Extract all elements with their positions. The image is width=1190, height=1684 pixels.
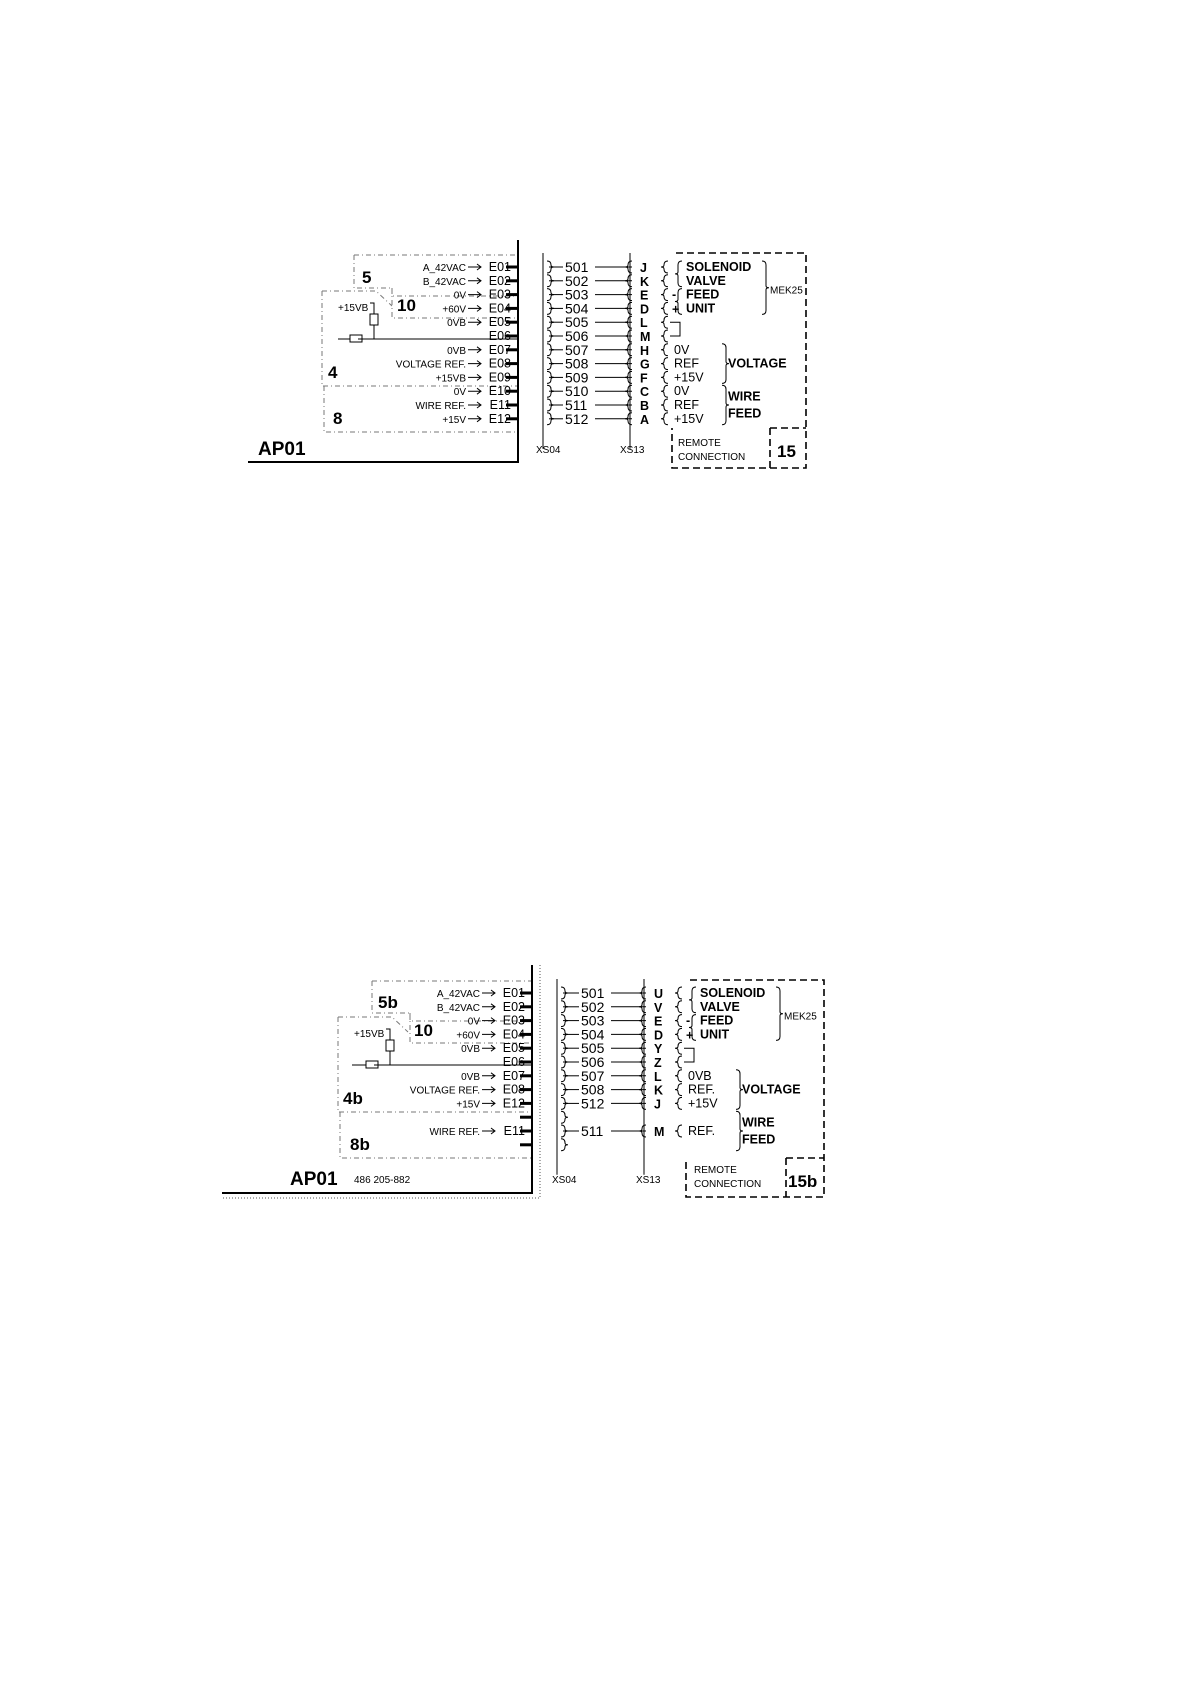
signal-label: 0V	[453, 387, 466, 399]
solenoid-label: SOLENOID	[686, 260, 752, 274]
signal-arrow	[468, 416, 481, 422]
group-label-15: 15	[777, 442, 796, 461]
xs13-pin-label: Z	[654, 1056, 662, 1070]
wire-number: 510	[565, 383, 589, 400]
voltage-label: VOLTAGE	[728, 356, 787, 371]
signal-label: +15V	[442, 414, 466, 426]
xs13-pin-label: C	[640, 385, 650, 400]
pullup-label: +15VB	[338, 303, 369, 314]
pin-label: E04	[502, 1027, 525, 1042]
signal-arrow	[482, 1045, 495, 1051]
signal-arrow	[482, 1100, 495, 1106]
wire-feed-label: FEED	[728, 406, 762, 421]
voltage-15v-label: +15V	[688, 1096, 718, 1111]
wire-number: 507	[581, 1067, 605, 1084]
remote-contact	[661, 371, 668, 383]
xs13-pin-label: V	[654, 1000, 663, 1015]
xs13-pin-label: E	[640, 288, 649, 303]
group-label-8b: 8b	[350, 1135, 370, 1154]
signal-arrow	[468, 388, 481, 394]
unit-label: UNIT	[686, 301, 716, 316]
signal-label: B_42VAC	[422, 276, 466, 288]
xs13-pin-label: F	[640, 371, 648, 386]
signal-arrow	[468, 264, 481, 270]
wire-ref-label: REF.	[688, 1124, 716, 1138]
pullup-label: +15VB	[354, 1029, 385, 1040]
pin-label: E03	[502, 1013, 525, 1028]
pin-label: E01	[502, 986, 525, 1000]
remote-contact	[675, 1125, 682, 1137]
wire-number: 512	[565, 410, 589, 427]
signal-label: 0VB	[447, 345, 466, 357]
remote-contact	[661, 358, 668, 370]
wire-number: 508	[581, 1081, 605, 1098]
board-outline	[222, 965, 532, 1193]
remote-contact	[661, 344, 668, 356]
remote-contact	[675, 1001, 682, 1013]
group-label-15b: 15b	[788, 1172, 818, 1191]
pin-label: E06	[488, 329, 511, 343]
link-loop	[684, 1048, 694, 1062]
wire-number: 501	[581, 985, 605, 1001]
pin-label: E06	[502, 1055, 525, 1069]
mek-label: MEK25	[770, 285, 803, 297]
signal-label: +60V	[442, 304, 466, 316]
signal-arrow	[468, 347, 481, 353]
signal-arrow	[482, 1087, 495, 1093]
feed-label: FEED	[700, 1013, 734, 1028]
remote-contact	[675, 1028, 682, 1040]
wire-number: 503	[565, 286, 589, 303]
pin-label: E11	[489, 398, 511, 412]
pullup-resistor	[386, 1040, 394, 1051]
pin-label: E05	[502, 1041, 525, 1056]
signal-arrow	[482, 1073, 495, 1079]
xs13-pin-label: M	[654, 1125, 665, 1139]
wire-15v-label: +15V	[674, 411, 704, 426]
signal-label: WIRE REF.	[415, 401, 466, 412]
signal-arrow	[482, 1004, 495, 1010]
group-label-4b: 4b	[343, 1089, 363, 1108]
board-outline	[248, 240, 518, 462]
pullup-resistor	[370, 314, 378, 325]
wire-ref-label: REF	[674, 398, 699, 412]
valve-label: VALVE	[700, 999, 740, 1014]
wire-number: 502	[565, 272, 589, 289]
wire-number: 511	[581, 1123, 604, 1139]
remote-devices	[675, 986, 817, 1151]
xs13-pin-label: E	[654, 1014, 663, 1029]
pin-label: E07	[502, 1068, 525, 1083]
wire-0v-label: 0V	[674, 384, 690, 399]
xs13-pin-label: J	[640, 261, 647, 275]
wire-number: 505	[565, 314, 589, 331]
wire-feed-label: FEED	[742, 1132, 776, 1147]
xs13-pin-label: D	[640, 302, 650, 317]
wire-label: WIRE	[728, 389, 761, 404]
signal-label: A_42VAC	[422, 263, 466, 274]
pin-label: E11	[503, 1124, 525, 1138]
xs13-pin-label: K	[640, 274, 650, 289]
connection-rows	[396, 253, 651, 449]
xs04-contact	[561, 1111, 568, 1123]
xs13-pin-label: L	[654, 1069, 662, 1084]
signal-label: 0V	[453, 290, 466, 302]
remote-contact	[661, 289, 668, 301]
xs13-pin-label: M	[640, 330, 651, 344]
pin-label: E02	[502, 999, 525, 1014]
solenoid-brace	[689, 987, 696, 1013]
remote-contact	[675, 1042, 682, 1054]
pin-label: E03	[488, 287, 511, 302]
part-number: 486 205-882	[354, 1175, 411, 1186]
remote-contact	[661, 330, 668, 342]
wiring-diagram-1	[248, 240, 806, 468]
connection-label: CONNECTION	[694, 1179, 762, 1190]
minus-label: -	[686, 1013, 691, 1028]
signal-label: 0V	[467, 1016, 480, 1028]
mek-label: MEK25	[784, 1011, 817, 1023]
remote-contact	[675, 1070, 682, 1082]
pin-label: E09	[488, 370, 511, 385]
wire-number: 509	[565, 369, 589, 386]
pin-label: E08	[488, 356, 511, 371]
signal-label: 0VB	[461, 1044, 480, 1056]
pin-label: E10	[488, 384, 511, 399]
signal-arrow	[482, 1031, 495, 1037]
signal-label: B_42VAC	[436, 1002, 480, 1014]
signal-label: +15VB	[435, 373, 466, 385]
plus-label: +	[672, 302, 680, 317]
remote-contact	[675, 1056, 682, 1068]
group-label-10: 10	[414, 1021, 433, 1040]
pin-label: E05	[488, 315, 511, 330]
xs13-pin-label: Y	[654, 1042, 663, 1057]
remote-contact	[661, 316, 668, 328]
signal-label: WIRE REF.	[429, 1127, 480, 1138]
signal-arrow	[482, 990, 495, 996]
signal-arrow	[482, 1018, 495, 1024]
xs13-pin-label: B	[640, 399, 650, 413]
pin-label: E12	[488, 411, 511, 426]
signal-label: 0VB	[461, 1071, 480, 1083]
remote-contact	[661, 385, 668, 397]
xs13-pin-label: A	[640, 412, 650, 427]
remote-contact	[661, 261, 668, 273]
signal-label: +15V	[456, 1099, 480, 1111]
board-label: AP01	[258, 439, 306, 460]
connection-label: CONNECTION	[678, 452, 746, 463]
remote-label: REMOTE	[694, 1165, 737, 1176]
signal-label: A_42VAC	[436, 989, 480, 1000]
wire-number: 506	[581, 1054, 605, 1070]
unit-label: UNIT	[700, 1027, 730, 1042]
signal-arrow	[482, 1128, 495, 1134]
connector-xs13-label: XS13	[636, 1175, 661, 1186]
remote-contact	[661, 413, 668, 425]
wire-number: 507	[565, 341, 589, 358]
voltage-label: VOLTAGE	[742, 1082, 801, 1097]
signal-label: 0VB	[447, 318, 466, 330]
voltage-ref-label: REF.	[688, 1082, 716, 1097]
valve-label: VALVE	[686, 273, 726, 288]
signal-label: VOLTAGE REF.	[395, 359, 466, 371]
voltage-0v-label: 0V	[674, 342, 690, 357]
signal-arrow	[468, 402, 481, 408]
wire-number: 506	[565, 328, 589, 344]
xs13-pin-label: J	[654, 1097, 661, 1112]
mek-brace	[762, 261, 769, 314]
remote-contact	[661, 302, 668, 314]
xs13-pin-label: H	[640, 343, 650, 358]
wire-number: 503	[581, 1012, 605, 1029]
xs13-pin-label: K	[654, 1083, 664, 1098]
wire-number: 502	[581, 998, 605, 1015]
signal-label: VOLTAGE REF.	[409, 1085, 480, 1097]
wire-label: WIRE	[742, 1115, 775, 1130]
signal-arrow	[468, 305, 481, 311]
pin-label: E07	[488, 342, 511, 357]
remote-contact	[675, 1015, 682, 1027]
wire-number: 512	[581, 1095, 605, 1112]
remote-contact	[675, 1097, 682, 1109]
pin-label: E01	[488, 260, 511, 274]
xs04-contact	[561, 1139, 568, 1151]
signal-arrow	[468, 319, 481, 325]
voltage-15v-label: +15V	[674, 370, 704, 385]
wire-number: 504	[581, 1026, 605, 1043]
voltage-ref-label: REF	[674, 356, 699, 371]
remote-devices	[661, 260, 803, 426]
pin-label: E04	[488, 301, 511, 316]
xs13-pin-label: U	[654, 987, 664, 1001]
remote-contact	[661, 275, 668, 287]
xs13-pin-label: L	[640, 316, 648, 331]
signal-label: +60V	[456, 1030, 480, 1042]
remote-label: REMOTE	[678, 438, 721, 449]
connector-xs13-label: XS13	[620, 445, 645, 456]
connection-rows	[410, 979, 665, 1175]
wire-number: 508	[565, 355, 589, 372]
wire-number: 505	[581, 1040, 605, 1057]
signal-arrow	[468, 292, 481, 298]
signal-arrow	[468, 361, 481, 367]
wire-number: 504	[565, 300, 589, 317]
wire-number: 511	[565, 397, 588, 413]
solenoid-brace	[675, 261, 682, 287]
remote-contact	[675, 1084, 682, 1096]
xs13-pin-label: G	[640, 357, 650, 372]
connector-xs04-label: XS04	[552, 1175, 577, 1186]
signal-arrow	[468, 278, 481, 284]
group-label-8: 8	[333, 409, 343, 428]
pin-label: E08	[502, 1082, 525, 1097]
group-label-10: 10	[397, 296, 416, 315]
plus-label: +	[686, 1028, 694, 1043]
pin-label: E12	[502, 1096, 525, 1111]
signal-arrow	[468, 374, 481, 380]
feed-label: FEED	[686, 287, 720, 302]
pin-label: E02	[488, 273, 511, 288]
remote-contact	[661, 399, 668, 411]
voltage-0v-label: 0VB	[688, 1068, 712, 1083]
board-label: AP01	[290, 1169, 338, 1190]
mek-brace	[776, 987, 783, 1040]
wire-number: 501	[565, 259, 589, 275]
solenoid-label: SOLENOID	[700, 986, 766, 1000]
remote-contact	[675, 987, 682, 999]
wiring-diagram-2	[222, 965, 824, 1198]
group-label-5: 5	[362, 268, 372, 287]
group-label-5b: 5b	[378, 993, 398, 1012]
xs13-pin-label: D	[654, 1028, 664, 1043]
connector-xs04-label: XS04	[536, 445, 561, 456]
group-label-4: 4	[328, 363, 338, 382]
minus-label: -	[672, 287, 677, 302]
link-loop	[670, 322, 680, 336]
